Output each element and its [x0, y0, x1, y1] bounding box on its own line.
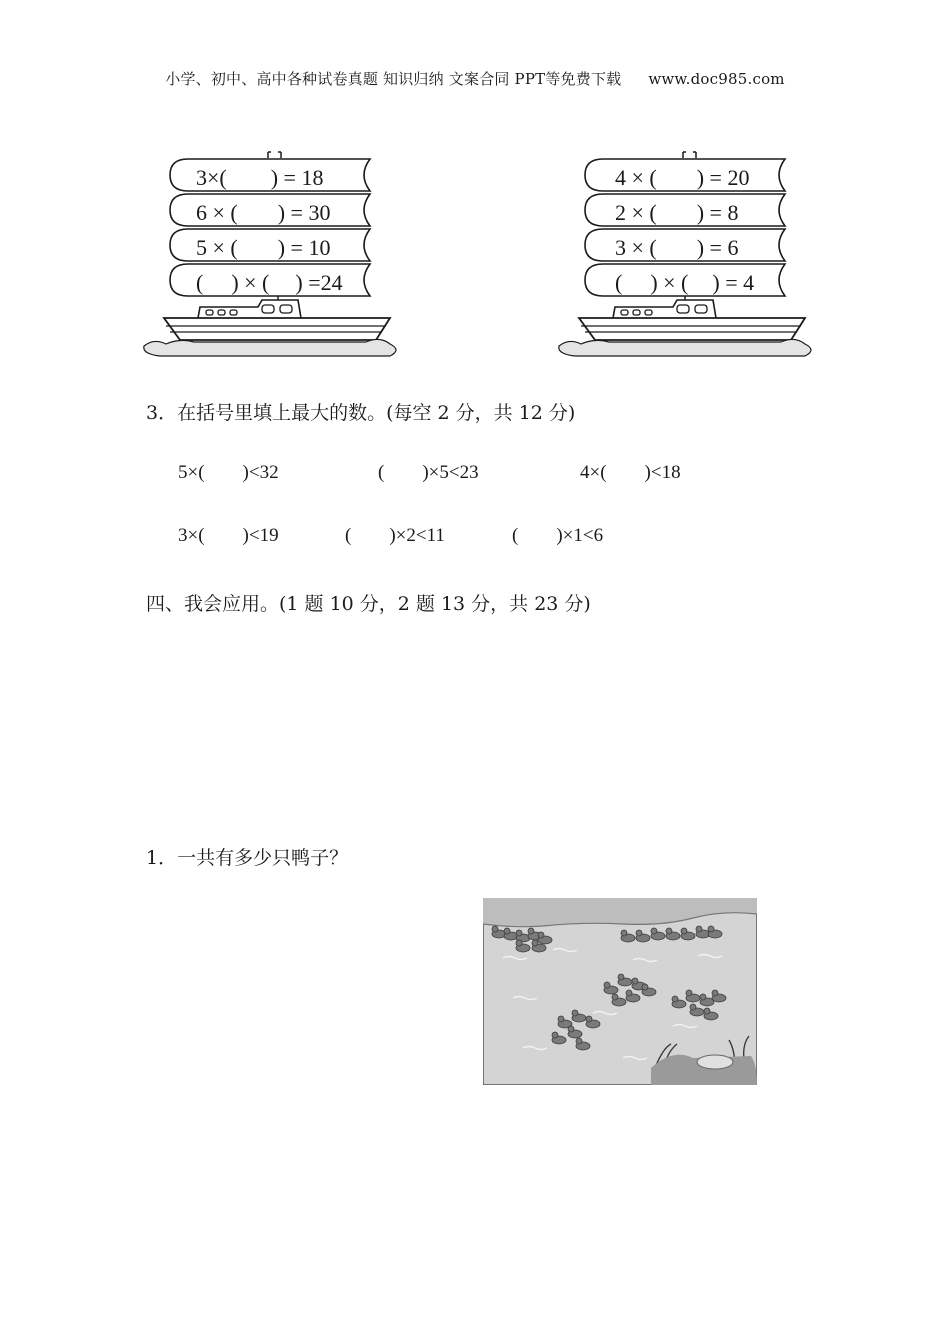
sail-row-3 [589, 232, 783, 263]
inequality-5: ( )×2<11 [345, 525, 445, 546]
ducks-picture [483, 898, 757, 1085]
equation-right: ) =24 [295, 270, 343, 295]
equation-right: ) = 10 [277, 235, 331, 260]
equation-left: 2 × ( [615, 200, 657, 225]
boat-puzzle-1 [140, 150, 400, 365]
equation-left: 3×( [196, 165, 227, 190]
equation-right: ) = 4 [712, 270, 755, 295]
question-1: 1．一共有多少只鸭子？ [146, 847, 349, 869]
sail-row-3 [174, 232, 368, 263]
sail-row-1 [174, 162, 368, 193]
equation-left: 4 × ( [615, 165, 657, 190]
equation-left: 3 × ( [615, 235, 657, 260]
equation-mid: ) × ( [650, 270, 689, 295]
sail-row-1 [589, 162, 783, 193]
page-header [0, 68, 950, 89]
sail-row-4 [174, 267, 368, 298]
sail-row-2 [589, 197, 783, 228]
equation-right: ) = 6 [696, 235, 739, 260]
equation-right: ) = 30 [277, 200, 331, 225]
equation-left: 5 × ( [196, 235, 238, 260]
equation-right: ) = 20 [696, 165, 750, 190]
ducks-illustration [483, 898, 757, 1085]
inequality-2: ( )×5<23 [378, 462, 479, 483]
header-text: 小学、初中、高中各种试卷真题 知识归纳 文案合同 PPT等免费下载 [165, 70, 622, 88]
equation-open: ( [196, 270, 204, 295]
header-site: www.doc985.com [648, 70, 785, 88]
section4-title: 四、我会应用。(1 题 10 分，2 题 13 分，共 23 分) [146, 593, 591, 615]
inequality-4: 3×( )<19 [178, 525, 279, 546]
inequality-1: 5×( )<32 [178, 462, 279, 483]
boat-puzzle-2 [555, 150, 815, 365]
equation-open: ( [615, 270, 623, 295]
sail-row-4 [589, 267, 783, 298]
section3-title: 3．在括号里填上最大的数。(每空 2 分，共 12 分) [146, 402, 576, 424]
equation-left: 6 × ( [196, 200, 238, 225]
equation-right: ) = 18 [270, 165, 324, 190]
inequality-3: 4×( )<18 [580, 462, 681, 483]
sail-row-2 [174, 197, 368, 228]
inequality-6: ( )×1<6 [512, 525, 604, 546]
equation-right: ) = 8 [696, 200, 739, 225]
equation-mid: ) × ( [231, 270, 270, 295]
